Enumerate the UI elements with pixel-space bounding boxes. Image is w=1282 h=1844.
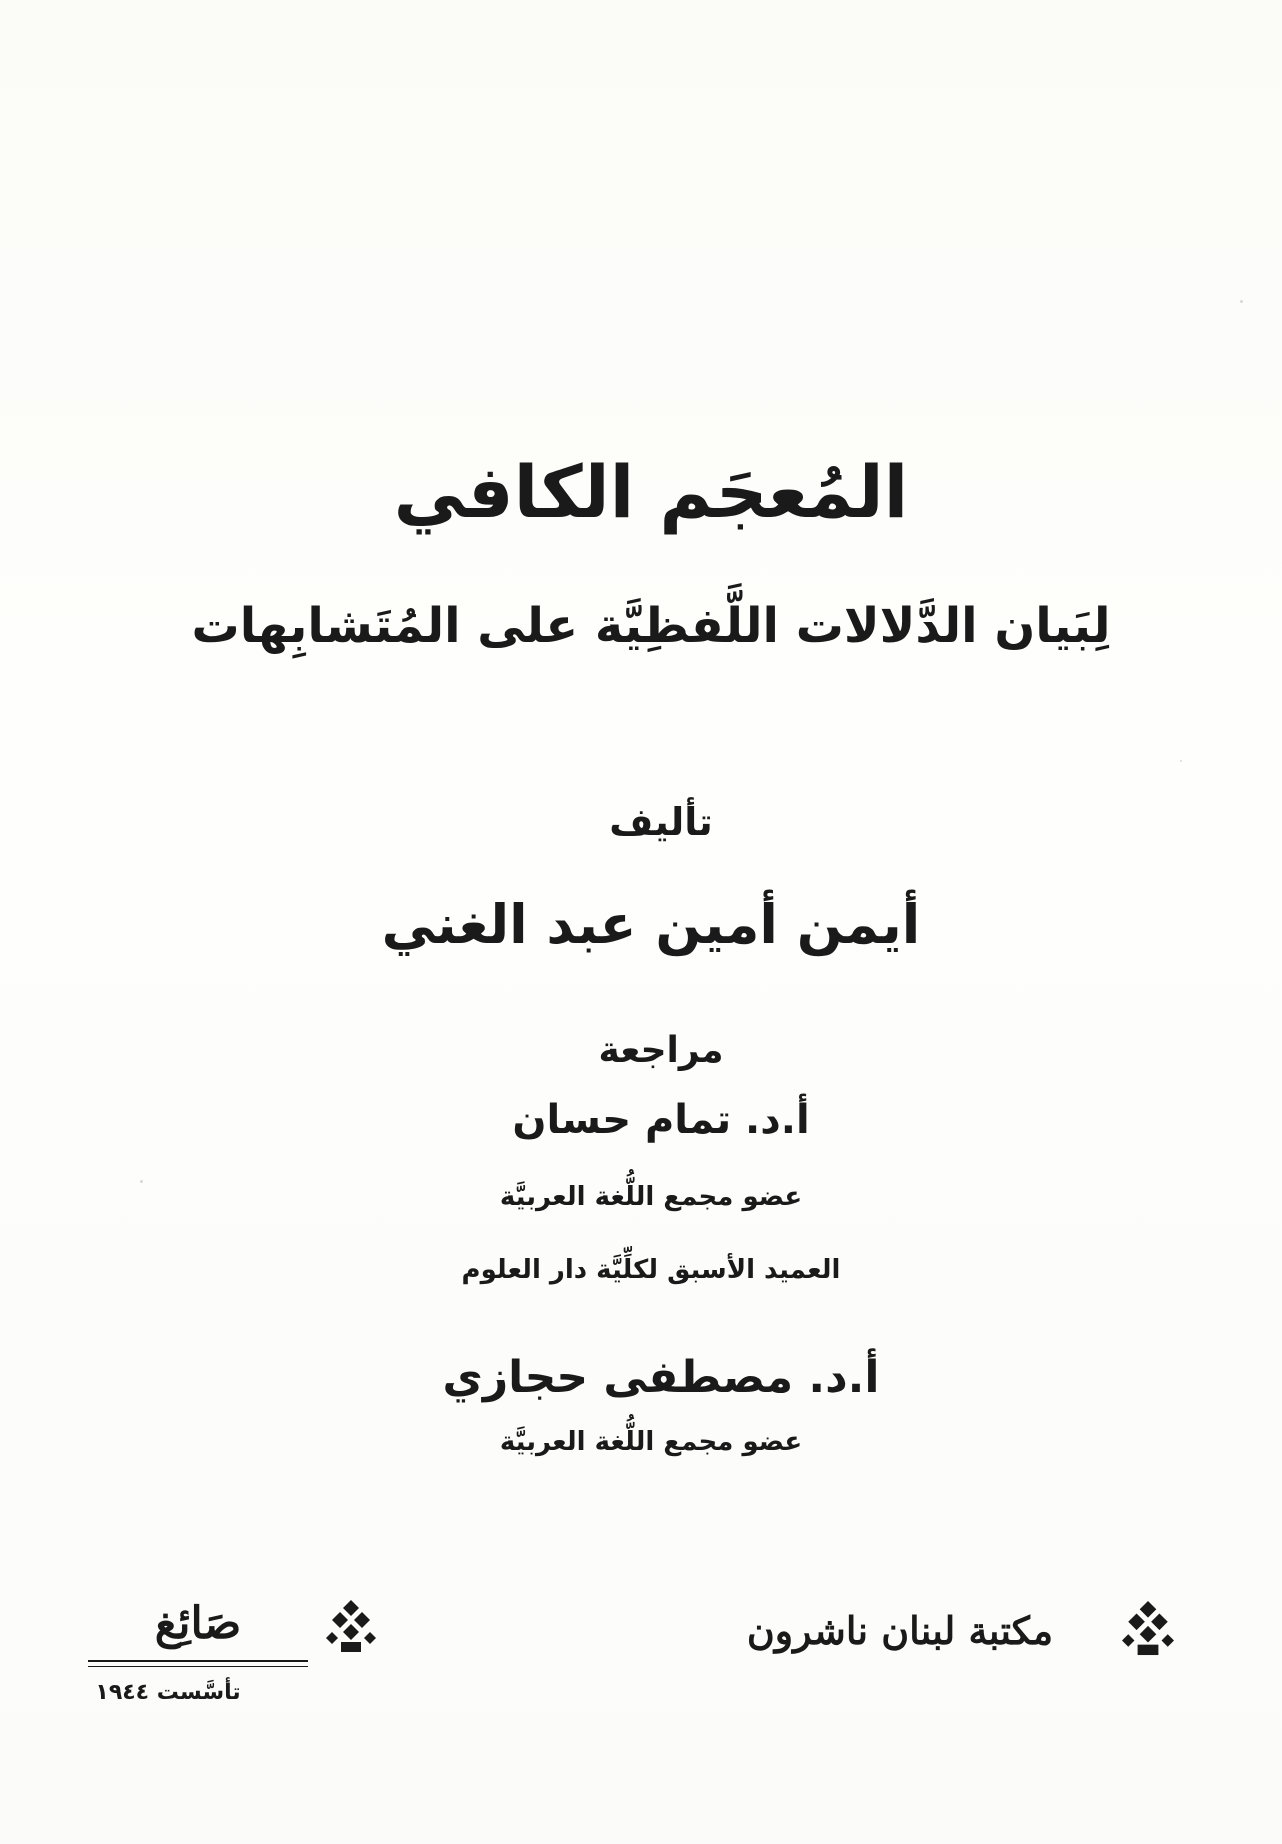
publisher-founded: تأسَّست ١٩٤٤ [95, 1680, 241, 1705]
book-title: المُعجَم الكافي [393, 450, 909, 534]
publisher-librairie-du-liban [700, 1598, 1180, 1678]
page-speck [1240, 300, 1243, 303]
stacked-blocks-logo-icon [1122, 1598, 1174, 1658]
reviewer-name: أ.د. تمام حسان [512, 1097, 810, 1143]
reviewer-role: العميد الأسبق لكلِّيَّة دار العلوم [461, 1255, 841, 1285]
author-label: تأليف [609, 800, 713, 844]
stacked-blocks-logo-icon [326, 1598, 376, 1654]
publisher-sayegh [88, 1598, 378, 1718]
reviewer-role: عضو مجمع اللُّغة العربيَّة [499, 1427, 803, 1457]
publisher-name: مكتبة لبنان ناشرون [746, 1608, 1054, 1653]
divider [88, 1666, 308, 1667]
publisher-logo-text: صَائِغ [154, 1598, 242, 1649]
divider [88, 1660, 308, 1662]
reviewer-name: أ.د. مصطفى حجازي [442, 1352, 880, 1403]
book-subtitle: لِبَيان الدَّلالات اللَّفظِيَّة على المُتَشابِهات [191, 598, 1111, 654]
page-speck [140, 1180, 143, 1183]
author-name: أيمن أمين عبد الغني [381, 893, 921, 956]
review-label: مراجعة [598, 1030, 724, 1071]
page-speck [1180, 760, 1182, 762]
reviewer-role: عضو مجمع اللُّغة العربيَّة [499, 1182, 803, 1212]
